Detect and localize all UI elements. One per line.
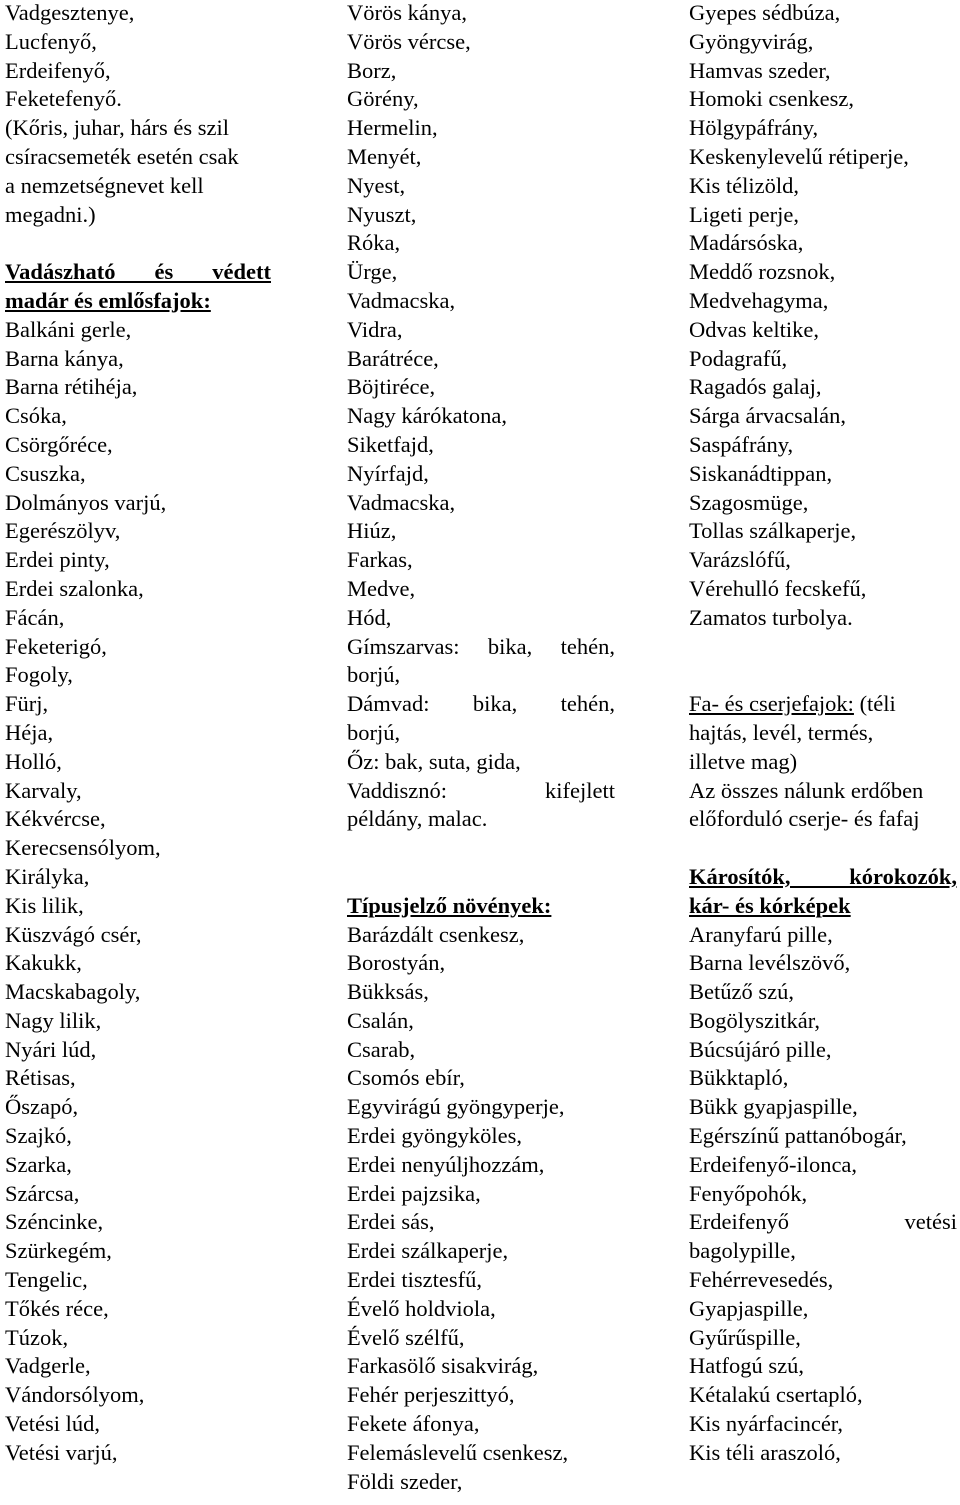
spacer (689, 633, 957, 662)
list-item: Bükksás, (347, 979, 429, 1005)
list-item: Bükktapló, (689, 1065, 789, 1091)
list-item: Kakukk, (5, 950, 82, 976)
list-item: Fehérrevesedés, (689, 1267, 834, 1293)
list-item: Zamatos turbolya. (689, 604, 853, 630)
list-item: Hamvas szeder, (689, 57, 831, 83)
list-item: Feketefenyő. (5, 86, 122, 112)
list-item: Szagosmüge, (689, 489, 809, 515)
list-item: Csóka, (5, 403, 67, 429)
list-item: Vidra, (347, 316, 403, 342)
list-item: Gímszarvas: bika, tehén, (347, 633, 615, 659)
list-item: Kétalakú csertapló, (689, 1382, 863, 1408)
list-item: Őz: bak, suta, gida, (347, 748, 521, 774)
game-list (347, 719, 615, 777)
animal-list (5, 316, 271, 1468)
section-heading-animals-line1: Vadászható és védett (5, 259, 271, 285)
list-item: Kis téli araszoló, (689, 1439, 841, 1465)
list-item: Szarka, (5, 1151, 72, 1177)
list-item: Erdei gyöngyköles, (347, 1123, 522, 1149)
list-item: Küszvágó csér, (5, 921, 142, 947)
list-item: hajtás, levél, termés, (689, 719, 874, 745)
list-item: Siskanádtippan, (689, 460, 833, 486)
list-item: Hatfogú szú, (689, 1353, 804, 1379)
list-item: Dolmányos varjú, (5, 489, 167, 515)
list-item: Medve, (347, 575, 416, 601)
list-item: Görény, (347, 86, 419, 112)
list-item: Farkas, (347, 547, 413, 573)
intro-list (5, 0, 271, 229)
list-item: Odvas keltike, (689, 316, 819, 342)
list-item: Vadgerle, (5, 1353, 91, 1379)
list-item: Vörös kánya, (347, 0, 467, 25)
game-list-justified (347, 690, 615, 719)
game-list (347, 805, 615, 834)
list-item: borjú, (347, 719, 401, 745)
game-list-justified (347, 633, 615, 662)
list-item: Csörgőréce, (5, 431, 113, 457)
list-item: Bükk gyapjaspille, (689, 1094, 858, 1120)
list-item: Ragadós galaj, (689, 374, 822, 400)
list-item: Róka, (347, 230, 401, 256)
list-item: Meddő rozsnok, (689, 259, 836, 285)
list-item: Homoki csenkesz, (689, 86, 854, 112)
list-item: Csalán, (347, 1007, 414, 1033)
spacer (5, 229, 271, 258)
pest-list (689, 921, 957, 1209)
list-item: Rétisas, (5, 1065, 76, 1091)
list-item: Bogölyszitkár, (689, 1007, 820, 1033)
trees-description (689, 719, 957, 834)
list-item: Az összes nálunk erdőben (689, 777, 924, 803)
game-list (347, 661, 615, 690)
spacer (689, 834, 957, 863)
list-item: Varázslófű, (689, 547, 791, 573)
list-item: Erdei szalonka, (5, 575, 144, 601)
list-item: Hód, (347, 604, 392, 630)
list-item: Kékvércse, (5, 806, 106, 832)
list-item: Fehér perjeszittyó, (347, 1382, 515, 1408)
list-item: Erdei pinty, (5, 547, 110, 573)
list-item: Felemáslevelű csenkesz, (347, 1439, 569, 1465)
list-item: Borz, (347, 57, 397, 83)
list-item: Erdei nenyúljhozzám, (347, 1151, 545, 1177)
list-item: Medvehagyma, (689, 287, 829, 313)
list-item: Sárga árvacsalán, (689, 403, 847, 429)
list-item: Évelő szélfű, (347, 1324, 465, 1350)
list-item: Búcsújáró pille, (689, 1036, 832, 1062)
list-item: Vadmacska, (347, 489, 456, 515)
section-heading-plants: Típusjelző növények: (347, 892, 552, 918)
list-item: Erdeifenyő vetési (689, 1209, 957, 1235)
list-item: Túzok, (5, 1324, 69, 1350)
list-item: Széncinke, (5, 1209, 104, 1235)
section-heading-pests-line1: Károsítók, kórokozók, (689, 863, 957, 889)
list-item: előforduló cserje- és fafaj (689, 806, 920, 832)
list-item: Királyka, (5, 863, 90, 889)
animal-list-continued (347, 0, 615, 633)
list-item: Erdeifenyő, (5, 57, 111, 83)
list-item: Barátréce, (347, 345, 439, 371)
list-item: Ürge, (347, 259, 398, 285)
list-item: megadni.) (5, 201, 96, 227)
list-item: Farkasölő sisakvirág, (347, 1353, 539, 1379)
list-item: Szajkó, (5, 1123, 72, 1149)
list-item: Gyapjaspille, (689, 1295, 809, 1321)
list-item: Nyuszt, (347, 201, 417, 227)
list-item: Nyírfajd, (347, 460, 429, 486)
list-item: Erdei tisztesfű, (347, 1267, 482, 1293)
list-item: Egerészölyv, (5, 518, 121, 544)
section-heading-pests-line2: kár- és kórképek (689, 892, 851, 918)
list-item: csíracsemeték esetén csak (5, 143, 239, 169)
list-item: Szürkegém, (5, 1238, 112, 1264)
list-item: Lucfenyő, (5, 28, 97, 54)
list-item: példány, malac. (347, 806, 488, 832)
list-item: Aranyfarú pille, (689, 921, 833, 947)
list-item: Fenyőpohók, (689, 1180, 808, 1206)
list-item: Erdei sás, (347, 1209, 435, 1235)
list-item: Héja, (5, 719, 54, 745)
spacer (347, 834, 615, 863)
list-item: Csarab, (347, 1036, 416, 1062)
list-item: Egérszínű pattanóbogár, (689, 1123, 907, 1149)
list-item: Kerecsensólyom, (5, 835, 161, 861)
list-item: Fácán, (5, 604, 65, 630)
list-item: Barna levélszövő, (689, 950, 851, 976)
list-item: Kis nyárfacincér, (689, 1411, 844, 1437)
list-item: Barna rétihéja, (5, 374, 138, 400)
list-item: Vadgesztenye, (5, 0, 135, 25)
list-item: Erdeifenyő-ilonca, (689, 1151, 858, 1177)
list-item: Balkáni gerle, (5, 316, 132, 342)
list-item: Madársóska, (689, 230, 804, 256)
list-item: illetve mag) (689, 748, 798, 774)
list-item: Vörös vércse, (347, 28, 471, 54)
list-item: borjú, (347, 662, 401, 688)
column-3 (689, 0, 957, 1468)
list-item: Macskabagoly, (5, 979, 141, 1005)
list-item: Fogoly, (5, 662, 73, 688)
list-item: Menyét, (347, 143, 422, 169)
spacer (689, 661, 957, 690)
section-heading-animals-line2: madár és emlősfajok: (5, 287, 211, 313)
list-item: bagolypille, (689, 1238, 796, 1264)
list-item: Gyepes sédbúza, (689, 0, 841, 25)
list-item: Borostyán, (347, 950, 446, 976)
list-item: Fürj, (5, 691, 49, 717)
trees-heading-underlined: Fa- és cserjefajok: (689, 691, 854, 717)
list-item: Barázdált csenkesz, (347, 921, 525, 947)
list-item: Szárcsa, (5, 1180, 80, 1206)
list-item: Holló, (5, 748, 62, 774)
pest-list (689, 1237, 957, 1467)
list-item: Tollas szálkaperje, (689, 518, 857, 544)
list-item: Vérehulló fecskefű, (689, 575, 867, 601)
list-item: Erdei pajzsika, (347, 1180, 481, 1206)
list-item: Vaddisznó: kifejlett (347, 777, 615, 803)
list-item: Saspáfrány, (689, 431, 794, 457)
list-item: Vetési varjú, (5, 1439, 118, 1465)
list-item: Betűző szú, (689, 979, 794, 1005)
list-item: Hölgypáfrány, (689, 115, 819, 141)
list-item: Hermelin, (347, 115, 438, 141)
spacer (347, 863, 615, 892)
list-item: Feketerigó, (5, 633, 107, 659)
plant-list (347, 921, 615, 1497)
list-item: a nemzetségnevet kell (5, 172, 204, 198)
list-item: Tengelic, (5, 1267, 88, 1293)
list-item: Ligeti perje, (689, 201, 799, 227)
list-item: Barna kánya, (5, 345, 124, 371)
list-item: Vándorsólyom, (5, 1382, 145, 1408)
plant-list-continued (689, 0, 957, 633)
list-item: Fekete áfonya, (347, 1411, 480, 1437)
list-item: Gyöngyvirág, (689, 28, 814, 54)
list-item: Nyest, (347, 172, 406, 198)
list-item: Böjtiréce, (347, 374, 436, 400)
section-heading-trees (689, 690, 957, 719)
list-item: Nyári lúd, (5, 1036, 97, 1062)
list-item: Nagy lilik, (5, 1007, 102, 1033)
list-item: Csuszka, (5, 460, 86, 486)
list-item: Nagy kárókatona, (347, 403, 507, 429)
list-item: Évelő holdviola, (347, 1295, 496, 1321)
list-item: Dámvad: bika, tehén, (347, 691, 615, 717)
list-item: Egyvirágú gyöngyperje, (347, 1094, 565, 1120)
column-1 (5, 0, 271, 1468)
game-list-justified (347, 777, 615, 806)
trees-heading-rest: (téli (853, 691, 896, 717)
list-item: Csomós ebír, (347, 1065, 465, 1091)
list-item: (Kőris, juhar, hárs és szil (5, 115, 230, 141)
list-item: Keskenylevelű rétiperje, (689, 143, 909, 169)
list-item: Gyűrűspille, (689, 1324, 801, 1350)
list-item: Kis lilik, (5, 892, 84, 918)
list-item: Hiúz, (347, 518, 397, 544)
column-2 (347, 0, 615, 1496)
list-item: Vadmacska, (347, 287, 456, 313)
list-item: Földi szeder, (347, 1468, 463, 1494)
list-item: Vetési lúd, (5, 1411, 100, 1437)
list-item: Őszapó, (5, 1094, 79, 1120)
list-item: Kis télizöld, (689, 172, 799, 198)
list-item: Erdei szálkaperje, (347, 1238, 509, 1264)
list-item: Tőkés réce, (5, 1295, 109, 1321)
list-item: Podagrafű, (689, 345, 788, 371)
list-item: Siketfajd, (347, 431, 434, 457)
list-item: Karvaly, (5, 777, 82, 803)
